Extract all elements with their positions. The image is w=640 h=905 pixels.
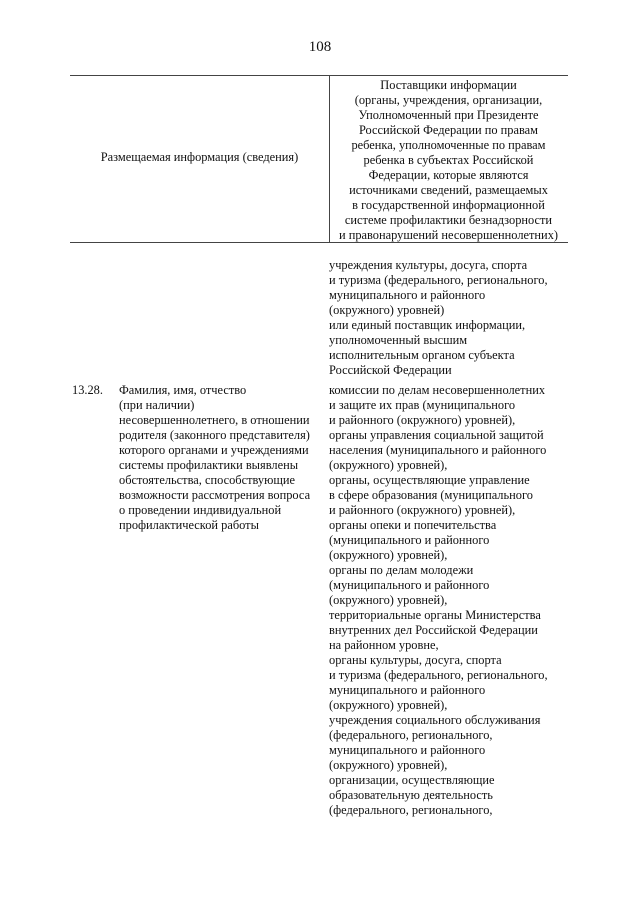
header-suppliers-line: Поставщики информации	[380, 78, 517, 92]
supplier-line: внутренних дел Российской Федерации	[329, 623, 538, 637]
continued-supplier-line: и туризма (федерального, регионального,	[329, 273, 548, 287]
continued-supplier-line: или единый поставщик информации,	[329, 318, 526, 332]
supplier-line: в сфере образования (муниципального	[329, 488, 533, 502]
supplier-line: комиссии по делам несовершеннолетних	[329, 383, 546, 397]
description-line: системы профилактики выявлены	[119, 458, 299, 472]
description-line: несовершеннолетнего, в отношении	[119, 413, 310, 427]
supplier-line: органы культуры, досуга, спорта	[329, 653, 502, 667]
supplier-line: органы, осуществляющие управление	[329, 473, 530, 487]
header-suppliers-line: источниками сведений, размещаемых	[349, 183, 548, 197]
supplier-line: (окружного) уровней),	[329, 548, 448, 562]
continued-supplier-line: Российской Федерации	[329, 363, 452, 377]
description-line: обстоятельства, способствующие	[119, 473, 296, 487]
continued-supplier-line: учреждения культуры, досуга, спорта	[329, 258, 528, 272]
row-description-cell	[119, 383, 324, 533]
header-suppliers-line: ребенка, уполномоченные по правам	[351, 138, 546, 152]
continued-supplier-line: муниципального и районного	[329, 288, 486, 302]
supplier-line: органы по делам молодежи	[329, 563, 474, 577]
supplier-line: (федерального, регионального,	[329, 728, 493, 742]
supplier-line: образовательную деятельность	[329, 788, 493, 802]
supplier-line: (муниципального и районного	[329, 533, 490, 547]
header-suppliers-line: Российской Федерации по правам	[358, 123, 539, 137]
supplier-line: и защите их прав (муниципального	[329, 398, 516, 412]
supplier-line: и районного (окружного) уровней),	[329, 413, 516, 427]
supplier-line: на районном уровне,	[329, 638, 439, 652]
header-column-suppliers	[329, 78, 568, 243]
supplier-line: и районного (окружного) уровней),	[329, 503, 516, 517]
header-suppliers-line: системе профилактики безнадзорности	[344, 213, 553, 227]
supplier-line: учреждения социального обслуживания	[329, 713, 541, 727]
supplier-line: (окружного) уровней),	[329, 458, 448, 472]
description-line: профилактической работы	[119, 518, 259, 532]
header-suppliers-line: в государственной информационной	[352, 198, 545, 212]
header-column-info: Размещаемая информация (сведения)	[100, 150, 299, 164]
supplier-line: органы управления социальной защитой	[329, 428, 544, 442]
supplier-line: территориальные органы Министерства	[329, 608, 541, 622]
description-line: которого органами и учреждениями	[119, 443, 309, 457]
supplier-line: и туризма (федерального, регионального,	[329, 668, 548, 682]
row-suppliers-cell	[329, 383, 568, 818]
supplier-line: муниципального и районного	[329, 683, 486, 697]
supplier-line: населения (муниципального и районного	[329, 443, 547, 457]
description-line: (при наличии)	[119, 398, 195, 412]
continued-supplier-line: исполнительным органом субъекта	[329, 348, 515, 362]
supplier-line: органы опеки и попечительства	[329, 518, 497, 532]
description-line: родителя (законного представителя)	[119, 428, 310, 442]
row-number: 13.28.	[72, 383, 103, 397]
supplier-line: (окружного) уровней),	[329, 758, 448, 772]
description-line: о проведении индивидуальной	[119, 503, 282, 517]
header-suppliers-line: ребенка в субъектах Российской	[363, 153, 534, 167]
header-suppliers-line: и правонарушений несовершеннолетних)	[338, 228, 559, 242]
description-line: Фамилия, имя, отчество	[119, 383, 247, 397]
supplier-line: муниципального и районного	[329, 743, 486, 757]
supplier-line: (федерального, регионального,	[329, 803, 493, 817]
continued-suppliers-cell	[329, 258, 568, 378]
supplier-line: (муниципального и районного	[329, 578, 490, 592]
supplier-line: (окружного) уровней),	[329, 698, 448, 712]
header-suppliers-line: Уполномоченный при Президенте	[358, 108, 539, 122]
supplier-line: (окружного) уровней),	[329, 593, 448, 607]
continued-supplier-line: уполномоченный высшим	[329, 333, 468, 347]
continued-supplier-line: (окружного) уровней)	[329, 303, 445, 317]
header-suppliers-line: (органы, учреждения, организации,	[354, 93, 543, 107]
supplier-line: организации, осуществляющие	[329, 773, 495, 787]
description-line: возможности рассмотрения вопроса	[119, 488, 311, 502]
header-suppliers-line: Федерации, которые являются	[368, 168, 529, 182]
page-number: 108	[308, 39, 332, 55]
table-top-rule	[70, 75, 568, 76]
